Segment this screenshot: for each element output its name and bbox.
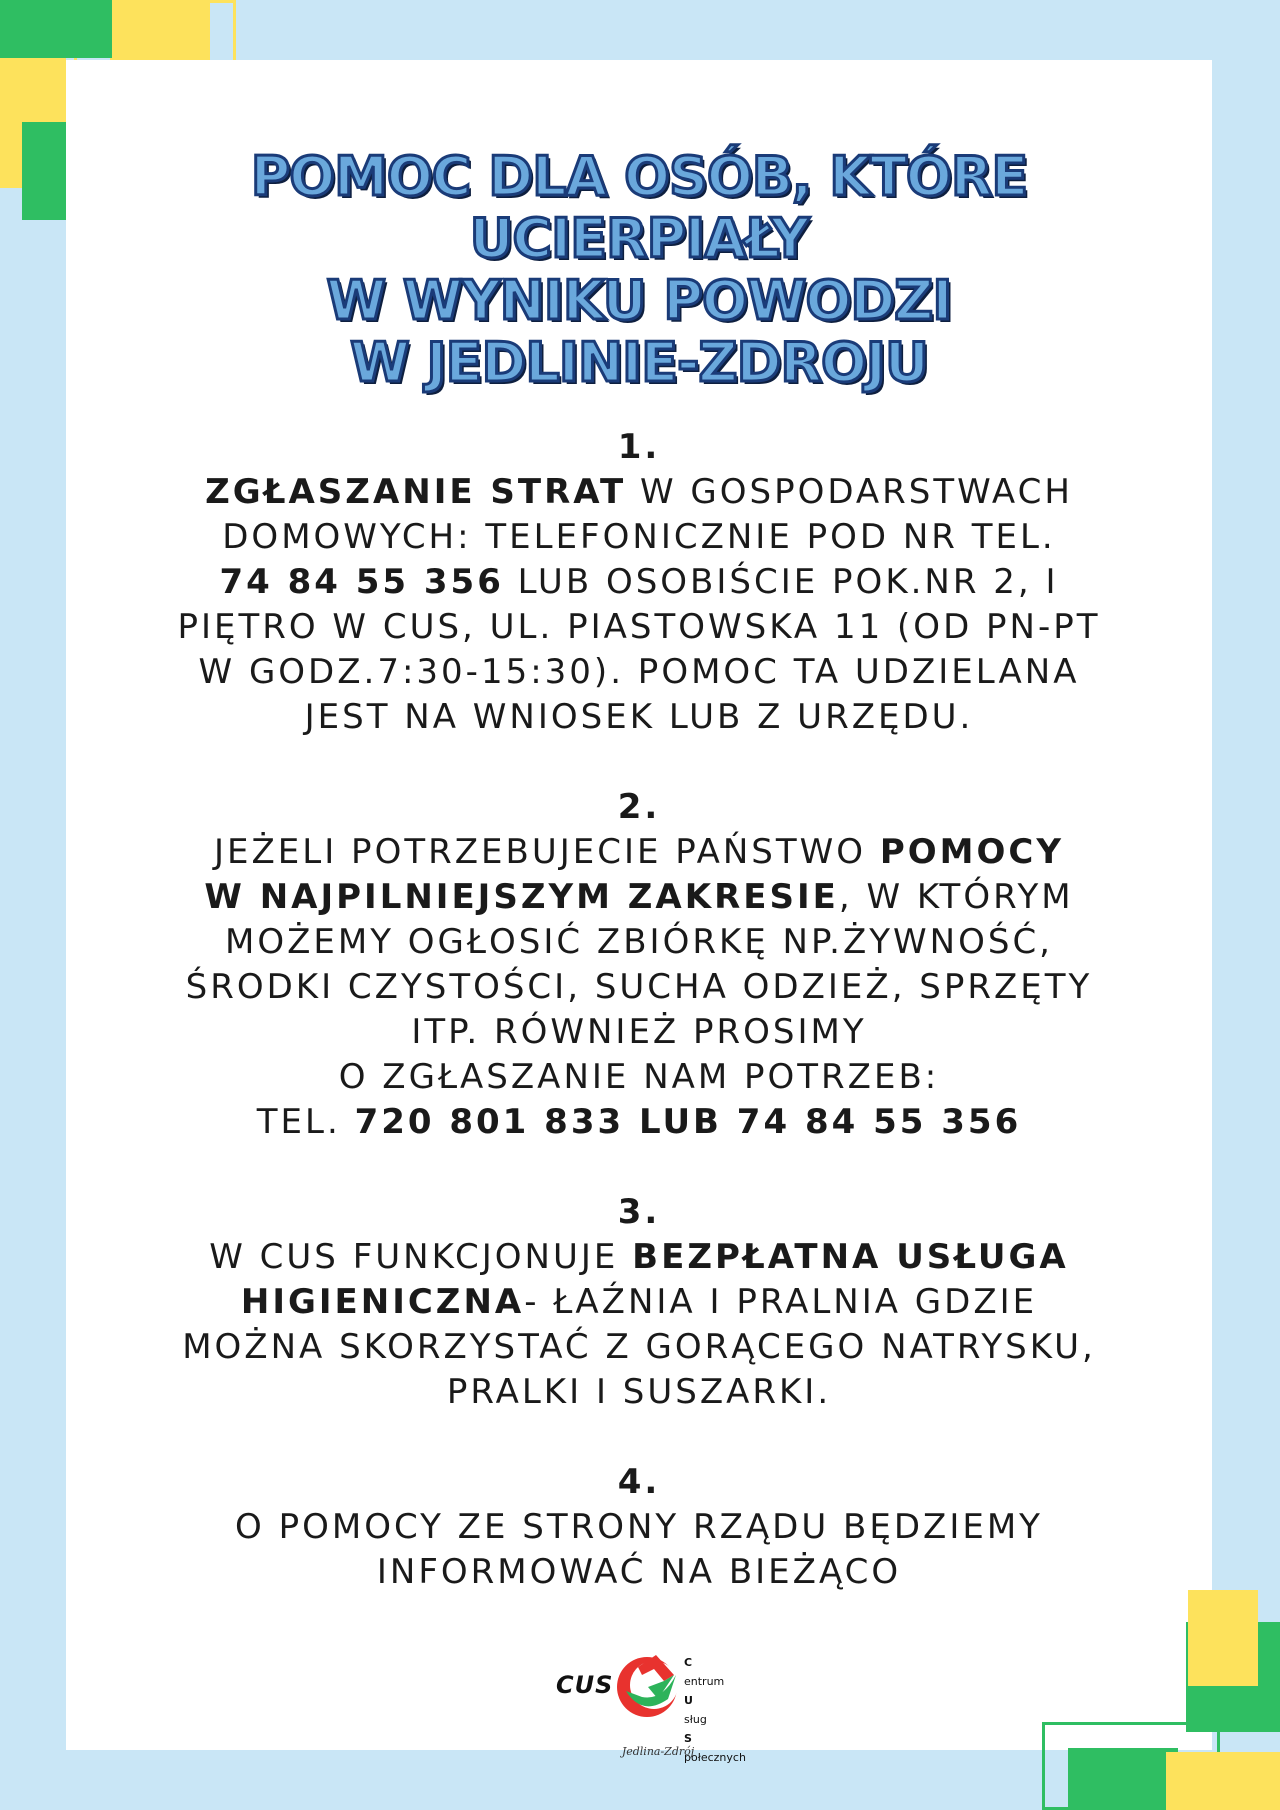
- section-line: W GODZ.7:30-15:30). POMOC TA UDZIELANA: [198, 652, 1080, 692]
- logo-signature: Jedlina-Zdrój: [621, 1745, 695, 1758]
- section-line: MOŻNA SKORZYSTAĆ Z GORĄCEGO NATRYSKU,: [182, 1327, 1096, 1367]
- phone-number: 74 84 55 356: [219, 562, 504, 602]
- section-number: 4.: [617, 1462, 661, 1502]
- bold-text: HIGIENICZNA: [240, 1282, 525, 1322]
- section-line: JEST NA WNIOSEK LUB Z URZĘDU.: [304, 697, 974, 737]
- section-line: [66, 470, 1212, 515]
- section-2: [66, 785, 1212, 1145]
- section-line: O POMOCY ZE STRONY RZĄDU BĘDZIEMY: [235, 1507, 1043, 1547]
- logo-emblem-icon: [612, 1645, 682, 1745]
- poster-title: [66, 146, 1212, 394]
- section-line: MOŻEMY OGŁOSIĆ ZBIÓRKĘ NP.ŻYWNOŚĆ,: [225, 922, 1053, 962]
- section-line: DOMOWYCH: TELEFONICZNIE POD NR TEL.: [222, 517, 1056, 557]
- section-line: INFORMOWAĆ NA BIEŻĄCO: [376, 1552, 902, 1592]
- phone-number: 720 801 833 LUB 74 84 55 356: [354, 1102, 1022, 1142]
- section-3: [66, 1190, 1212, 1415]
- org-line: C entrum: [684, 1656, 725, 1688]
- section-4: [66, 1460, 1212, 1595]
- title-line-4: W JEDLINIE-ZDROJU: [350, 331, 928, 394]
- bold-text: ZGŁASZANIE STRAT: [205, 472, 627, 512]
- section-1: [66, 425, 1212, 740]
- section-line: [66, 560, 1212, 605]
- title-line-1: POMOC DLA OSÓB, KTÓRE: [250, 145, 1028, 208]
- poster-body: [66, 425, 1212, 1640]
- section-line: PIĘTRO W CUS, UL. PIASTOWSKA 11 (OD PN-PT: [177, 607, 1101, 647]
- title-line-2: UCIERPIAŁY: [469, 207, 809, 270]
- section-number: 1.: [617, 427, 661, 467]
- title-line-3: W WYNIKU POWODZI: [326, 269, 952, 332]
- corner-square-green-bottom: [1068, 1748, 1178, 1810]
- section-line: PRALKI I SUSZARKI.: [446, 1372, 832, 1412]
- section-line: O ZGŁASZANIE NAM POTRZEB:: [338, 1057, 940, 1097]
- text: W CUS FUNKCJONUJE: [209, 1237, 633, 1277]
- cus-logo: [556, 1645, 876, 1775]
- org-line: U sług: [684, 1694, 707, 1726]
- corner-square-green-top: [0, 0, 112, 58]
- section-line: ŚRODKI CZYSTOŚCI, SUCHA ODZIEŻ, SPRZĘTY: [185, 967, 1093, 1007]
- section-number: 2.: [617, 787, 661, 827]
- bold-text: W NAJPILNIEJSZYM ZAKRESIE: [204, 877, 839, 917]
- corner-square-yellow-bottom: [1166, 1752, 1280, 1810]
- corner-square-yellow-right: [1188, 1590, 1258, 1686]
- section-line: [66, 1100, 1212, 1145]
- org-line: S połecznych: [684, 1732, 746, 1764]
- text: TEL.: [256, 1102, 355, 1142]
- section-line: [66, 1280, 1212, 1325]
- bold-text: POMOCY: [879, 832, 1064, 872]
- text: - ŁAŹNIA I PRALNIA GDZIE: [524, 1282, 1038, 1322]
- text: W GOSPODARSTWACH: [626, 472, 1073, 512]
- logo-abbreviation: CUS: [556, 1671, 614, 1699]
- text: LUB OSOBIŚCIE POK.NR 2, I: [503, 562, 1059, 602]
- section-line: [66, 830, 1212, 875]
- text: , W KTÓRYM: [838, 877, 1074, 917]
- section-number: 3.: [617, 1192, 661, 1232]
- section-line: [66, 1235, 1212, 1280]
- section-line: [66, 875, 1212, 920]
- section-line: ITP. RÓWNIEŻ PROSIMY: [411, 1012, 867, 1052]
- poster-sheet: [66, 60, 1212, 1764]
- bold-text: BEZPŁATNA USŁUGA: [632, 1237, 1069, 1277]
- text: JEŻELI POTRZEBUJECIE PAŃSTWO: [214, 832, 880, 872]
